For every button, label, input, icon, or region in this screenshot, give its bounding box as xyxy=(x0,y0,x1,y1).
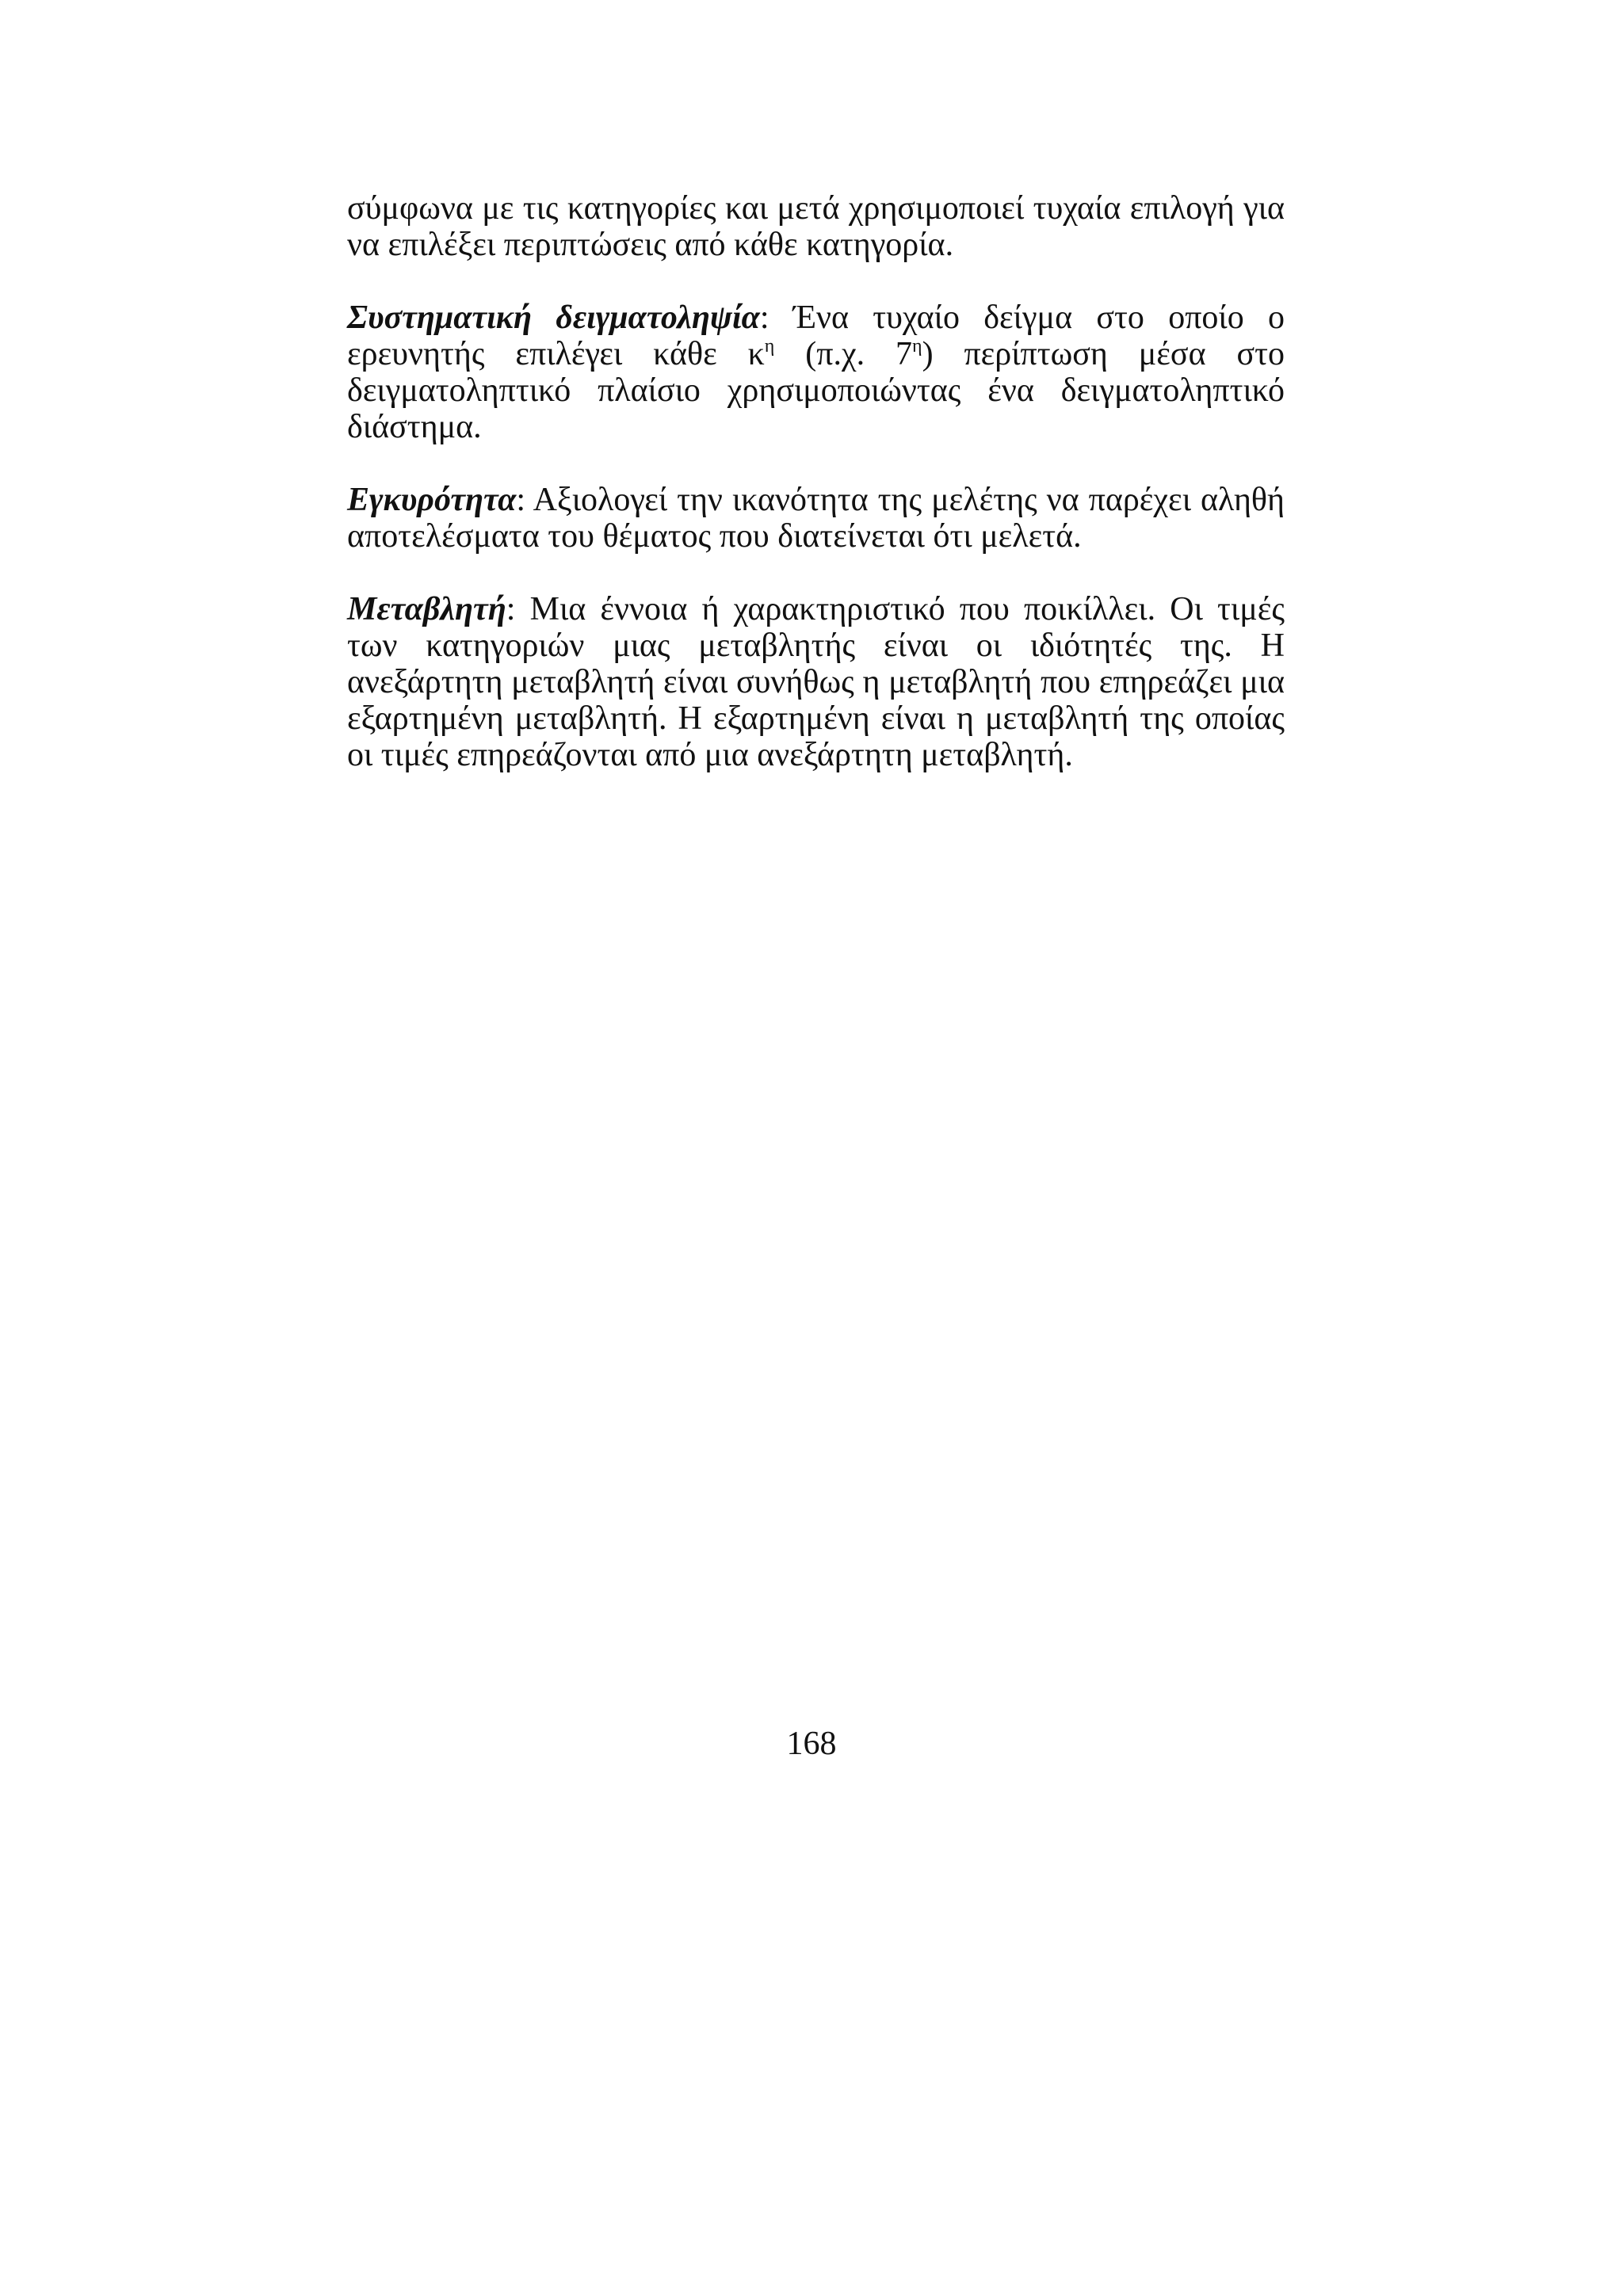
definition-text: Μια έννοια ή χαρακτηριστικό που ποικίλλει. Οι τιμές των κατηγοριών μιας μεταβλητής είναι οι ιδιότητές της. Η ανεξάρτητη μεταβλητή είναι συνήθως η μεταβλητή που επηρεάζει μια εξαρτημένη μεταβλητή. Η εξαρτημένη είναι η μεταβλητή της οποίας οι τιμές επηρεάζονται από μια ανεξάρτητη μεταβλητή. xyxy=(347,591,1285,773)
paragraph-text: σύμφωνα με τις κατηγορίες και μετά χρησιμοποιεί τυχαία επιλογή για να επιλέξει περιπτώσεις από κάθε κατηγορία. xyxy=(347,190,1285,263)
ordinal-superscript: η xyxy=(764,336,775,357)
definition-text: Ένα τυχαίο δείγμα στο οποίο ο ερευνητής επιλέγει κάθε κ xyxy=(347,299,1285,372)
definition-term: Εγκυρότητα xyxy=(347,482,517,518)
definition-variable xyxy=(347,591,1285,773)
definition-term: Συστηματική δειγματοληψία xyxy=(347,299,760,336)
text-block xyxy=(347,190,1285,810)
definition-text: Αξιολογεί την ικανότητα της μελέτης να παρέχει αληθή αποτελέσματα του θέματος που διατείνεται ότι μελετά. xyxy=(347,482,1285,555)
paragraph-continuation xyxy=(347,190,1285,263)
definition-colon: : xyxy=(506,591,516,627)
definition-term: Μεταβλητή xyxy=(347,591,506,627)
ordinal-superscript: η xyxy=(912,336,922,357)
definition-text: (π.χ. 7 xyxy=(774,336,912,372)
definition-systematic-sampling xyxy=(347,299,1285,445)
definition-text: ) περίπτωση μέσα στο δειγματοληπτικό πλαίσιο χρησιμοποιώντας ένα δειγματοληπτικό διάστημα. xyxy=(347,336,1285,445)
definition-validity xyxy=(347,482,1285,555)
definition-colon: : xyxy=(759,299,769,336)
page-number: 168 xyxy=(786,1726,837,1762)
definition-colon: : xyxy=(516,482,525,518)
